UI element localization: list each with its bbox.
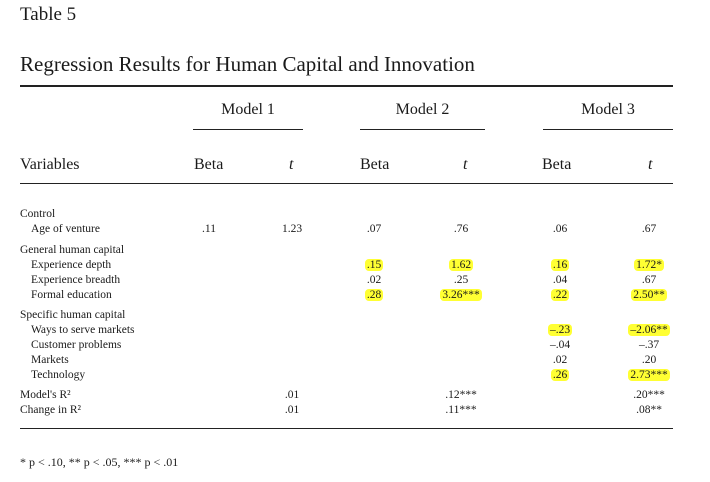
cell-value: .26: [552, 369, 568, 381]
cell-value: –.37: [638, 339, 660, 351]
table-cell: [174, 223, 244, 235]
table-cell: [339, 289, 409, 301]
col-header-beta-3: Beta: [542, 156, 572, 173]
table-cell: [614, 324, 684, 336]
col-header-t-3: t: [648, 156, 653, 173]
row-label: Experience breadth: [31, 274, 121, 286]
table-cell: [257, 389, 327, 401]
cell-value: .11***: [445, 404, 477, 416]
row-label: Model's R²: [20, 389, 71, 401]
row-label: Change in R²: [20, 404, 81, 416]
model-3-underline: [543, 129, 673, 130]
row-label: Markets: [31, 354, 69, 366]
cell-value: .15: [366, 259, 382, 271]
cell-value: 3.26***: [442, 289, 480, 301]
cell-value: –2.06**: [630, 324, 668, 336]
col-header-beta-2: Beta: [360, 156, 390, 173]
table-cell: [614, 354, 684, 366]
cell-value: –.04: [549, 339, 571, 351]
table-cell: [426, 259, 496, 271]
table-cell: [257, 223, 327, 235]
cell-value: .20***: [633, 389, 665, 401]
header-rule: [20, 183, 673, 184]
table-cell: [525, 324, 595, 336]
model-1-header: Model 1: [221, 101, 275, 118]
row-label: Control: [20, 208, 56, 220]
table-cell: [339, 274, 409, 286]
table-cell: [426, 289, 496, 301]
table-title: Regression Results for Human Capital and Innovation: [20, 52, 475, 76]
cell-value: .06: [552, 223, 568, 235]
cell-value: .11: [202, 223, 216, 235]
model-2-underline: [360, 129, 485, 130]
table-cell: [525, 223, 595, 235]
table-cell: [525, 274, 595, 286]
row-label: Age of venture: [31, 223, 100, 235]
cell-value: .16: [552, 259, 568, 271]
table-cell: [426, 223, 496, 235]
cell-value: .01: [284, 404, 300, 416]
col-header-t-1: t: [289, 156, 294, 173]
cell-value: .12***: [445, 389, 477, 401]
model-1-underline: [193, 129, 303, 130]
cell-value: .76: [453, 223, 469, 235]
model-2-header: Model 2: [395, 101, 450, 118]
table-cell: [525, 339, 595, 351]
table-cell: [525, 289, 595, 301]
cell-value: .01: [284, 389, 300, 401]
table-cell: [614, 259, 684, 271]
table-cell: [614, 404, 684, 416]
cell-value: .20: [641, 354, 657, 366]
table-cell: [614, 274, 684, 286]
cell-value: 2.50**: [633, 289, 665, 301]
top-rule: [20, 85, 673, 87]
cell-value: .04: [552, 274, 568, 286]
cell-value: .67: [641, 274, 657, 286]
row-label: Formal education: [31, 289, 112, 301]
table-cell: [525, 354, 595, 366]
model-3-header: Model 3: [581, 101, 635, 118]
cell-value: 2.73***: [630, 369, 668, 381]
col-header-t-2: t: [463, 156, 468, 173]
table-cell: [339, 223, 409, 235]
cell-value: .08**: [636, 404, 662, 416]
table-cell: [339, 259, 409, 271]
row-label: Ways to serve markets: [31, 324, 135, 336]
table-cell: [426, 404, 496, 416]
col-header-beta-1: Beta: [194, 156, 224, 173]
footnote: * p < .10, ** p < .05, *** p < .01: [20, 455, 179, 469]
row-label: Experience depth: [31, 259, 112, 271]
table-cell: [614, 369, 684, 381]
cell-value: 1.23: [281, 223, 303, 235]
row-label: Customer problems: [31, 339, 122, 351]
cell-value: .28: [366, 289, 382, 301]
bottom-rule: [20, 428, 673, 429]
row-label: General human capital: [20, 244, 125, 256]
table-cell: [525, 369, 595, 381]
table-cell: [614, 223, 684, 235]
table-cell: [525, 259, 595, 271]
table-label: Table 5: [20, 4, 77, 25]
cell-value: 1.62: [450, 259, 472, 271]
table-cell: [614, 289, 684, 301]
cell-value: 1.72*: [636, 259, 662, 271]
cell-value: .67: [641, 223, 657, 235]
table-cell: [426, 274, 496, 286]
table-cell: [257, 404, 327, 416]
cell-value: –.23: [549, 324, 571, 336]
table-cell: [614, 339, 684, 351]
cell-value: .02: [366, 274, 382, 286]
cell-value: .02: [552, 354, 568, 366]
row-label: Technology: [31, 369, 86, 381]
cell-value: .25: [453, 274, 469, 286]
cell-value: .07: [366, 223, 382, 235]
row-label: Specific human capital: [20, 309, 126, 321]
cell-value: .22: [552, 289, 568, 301]
variables-header: Variables: [20, 156, 80, 173]
table-cell: [614, 389, 684, 401]
table-cell: [426, 389, 496, 401]
